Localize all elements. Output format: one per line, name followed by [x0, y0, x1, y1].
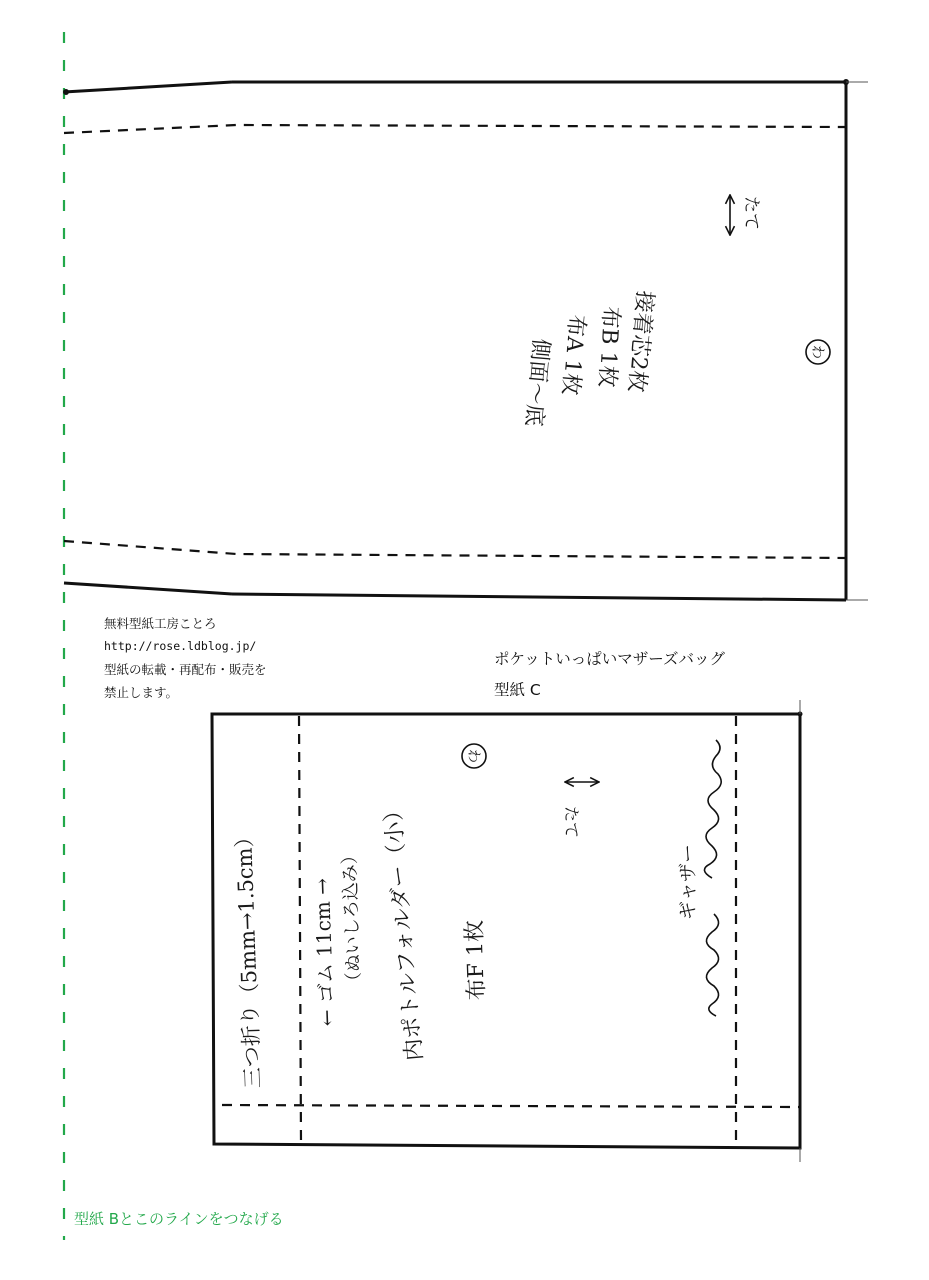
- credit-line: 型紙の転載・再配布・販売を: [104, 662, 267, 677]
- seam-line-left: [299, 716, 301, 1144]
- pattern-title: [494, 644, 725, 706]
- seam-line-top: [64, 125, 846, 133]
- seam-line-bottom: [222, 1105, 800, 1107]
- grain-label: たて: [741, 196, 761, 230]
- cut-instruction: 布A 1枚: [556, 313, 589, 397]
- pattern-piece-id: 型紙 C: [494, 681, 541, 699]
- credit-line: 無料型紙工房ことろ: [104, 616, 217, 631]
- credit-line: 禁止します。: [104, 685, 179, 700]
- gather-mark: [706, 914, 718, 1016]
- elastic-note: （ぬいしろ込み）: [338, 845, 365, 991]
- cut-instruction: 接着芯2枚: [623, 289, 657, 394]
- gather-label: ギャザー: [677, 843, 699, 920]
- cut-line-top: [64, 82, 232, 92]
- fold-mark: わ: [809, 345, 825, 359]
- hem-instruction: 三つ折り（5mm→1.5cm）: [231, 826, 265, 1089]
- credit-notice: [104, 612, 267, 704]
- gather-mark: [704, 740, 721, 878]
- corner-dot: [63, 89, 69, 95]
- pattern-name: ポケットいっぱいマザーズバッグ: [494, 650, 725, 668]
- pattern-piece-top: [63, 79, 868, 600]
- cut-line-bottom: [232, 594, 846, 600]
- cut-line-bottom: [64, 583, 232, 594]
- piece-label: 側面～底: [520, 337, 553, 428]
- footer-note: 型紙 Bとこのラインをつなげる: [74, 1210, 284, 1228]
- pattern-piece-bottom: [212, 700, 803, 1162]
- cut-instruction: 布B 1枚: [593, 305, 623, 389]
- seam-line-bottom: [64, 541, 846, 558]
- piece-label: 内ポトルフォルダー（小）: [380, 798, 428, 1062]
- credit-url: http://rose.ldblog.jp/: [104, 639, 257, 653]
- cut-instruction: 布F 1枚: [462, 919, 490, 1001]
- fold-mark: わ: [465, 749, 481, 763]
- grain-label: たて: [562, 806, 581, 839]
- elastic-instruction: ← ゴム 11cm →: [309, 877, 339, 1027]
